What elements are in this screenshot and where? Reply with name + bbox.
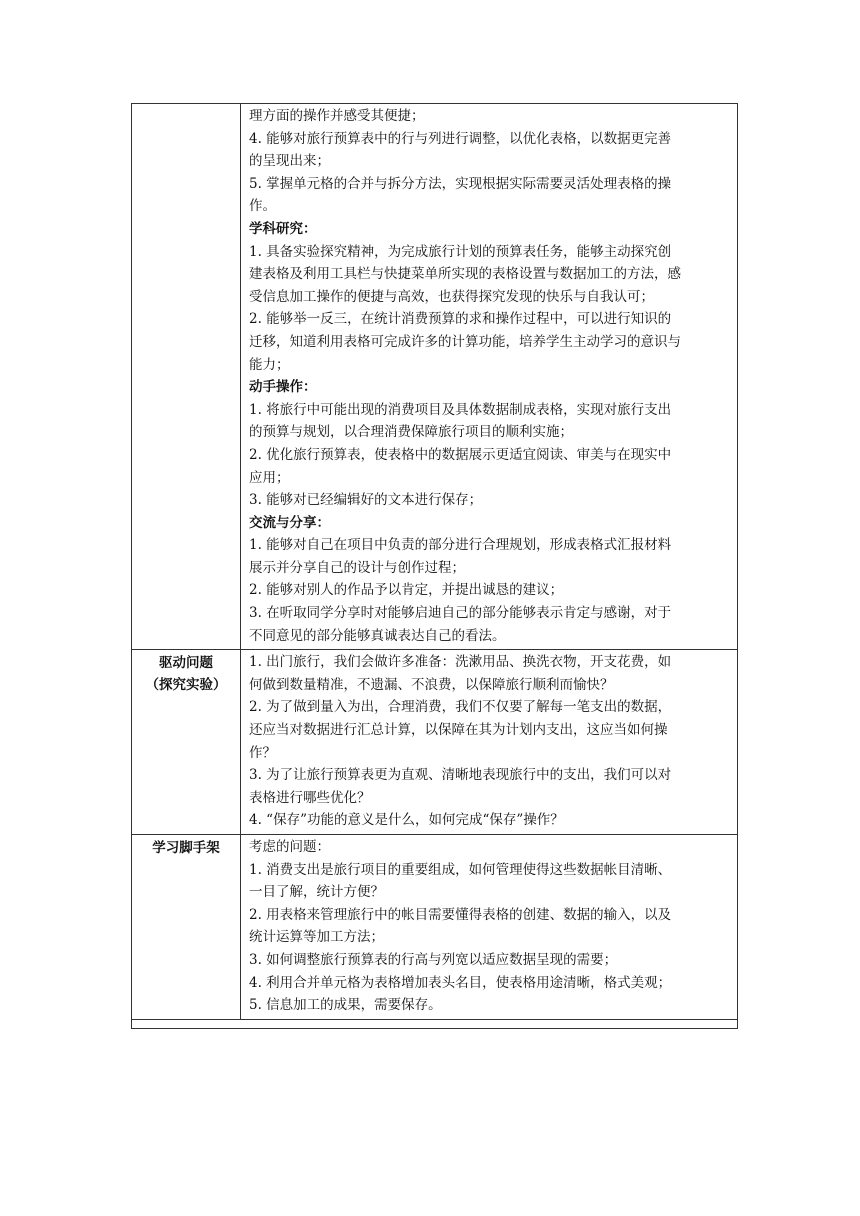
text-line: 5. 信息加工的成果，需要保存。 (249, 997, 442, 1014)
text-line: 的预算与规划，以合理消费保障旅行项目的顺利实施； (249, 424, 573, 441)
row-label: 学习脚手架 (152, 840, 220, 856)
text-line: 5. 掌握单元格的合并与拆分方法，实现根据实际需要灵活处理表格的操 (249, 175, 672, 192)
section-heading: 学科研究： (249, 220, 317, 237)
text-line: 3. 能够对已经编辑好的文本进行保存； (249, 492, 483, 509)
section-heading: 交流与分享： (249, 514, 330, 531)
text-line: 2. 能够对别人的作品予以肯定，并提出诚恳的建议； (249, 582, 564, 599)
scaffolding-content-cell (241, 835, 738, 1020)
scaffolding-row (132, 835, 738, 1020)
text-line: 3. 为了让旅行预算表更为直观、清晰地表现旅行中的支出，我们可以对 (249, 767, 672, 784)
text-line: 展示并分享自己的设计与创作过程； (249, 559, 465, 576)
text-line: 2. 能够举一反三，在统计消费预算的求和操作过程中，可以进行知识的 (249, 311, 672, 328)
text-line: 4. 能够对旅行预算表中的行与列进行调整，以优化表格，以数据更完善 (249, 130, 672, 147)
text-line: 应用； (249, 469, 290, 486)
text-line: 2. 为了做到量入为出，合理消费，我们不仅要了解每一笔支出的数据， (249, 699, 672, 716)
lesson-plan-table (131, 103, 738, 1029)
text-line: 理方面的操作并感受其便捷； (249, 108, 425, 124)
text-line: 考虑的问题： (249, 839, 330, 855)
blank-row (132, 1019, 738, 1028)
text-line: 4. “保存”功能的意义是什么，如何完成“保存”操作？ (249, 812, 564, 829)
text-line: 1. 消费支出是旅行项目的重要组成，如何管理使得这些数据帐目清晰、 (249, 861, 672, 878)
text-line: 建表格及利用工具栏与快捷菜单所实现的表格设置与数据加工的方法，感 (249, 266, 681, 283)
driving-questions-label-cell (132, 650, 241, 835)
text-line: 能力； (249, 356, 290, 373)
text-line: 1. 具备实验探究精神，为完成旅行计划的预算表任务，能够主动探究创 (249, 243, 672, 260)
text-line: 1. 出门旅行，我们会做许多准备：洗漱用品、换洗衣物，开支花费，如 (249, 654, 672, 671)
objectives-row (132, 104, 738, 650)
text-line: 3. 在听取同学分享时对能够启迪自己的部分能够表示肯定与感谢，对于 (249, 605, 672, 622)
text-line: 何做到数量精准，不遗漏、不浪费，以保障旅行顺利而愉快？ (249, 676, 614, 693)
text-line: 的呈现出来； (249, 153, 330, 170)
text-line: 作？ (249, 744, 276, 761)
text-line: 一目了解，统计方便？ (249, 884, 384, 901)
text-line: 1. 能够对自己在项目中负责的部分进行合理规划，形成表格式汇报材料 (249, 537, 672, 554)
row-label: 驱动问题 (159, 655, 213, 672)
text-line: 2. 用表格来管理旅行中的帐目需要懂得表格的创建、数据的输入，以及 (249, 906, 672, 923)
text-line: 还应当对数据进行汇总计算，以保障在其为计划内支出，这应当如何操 (249, 722, 668, 739)
blank-cell (132, 1019, 738, 1028)
driving-questions-content-cell (241, 650, 738, 835)
text-line: 2. 优化旅行预算表，使表格中的数据展示更适宜阅读、审美与在现实中 (249, 446, 672, 463)
section-heading: 动手操作： (249, 379, 317, 396)
text-line: 统计运算等加工方法； (249, 929, 384, 946)
text-line: 3. 如何调整旅行预算表的行高与列宽以适应数据呈现的需要； (249, 951, 618, 968)
driving-questions-row (132, 650, 738, 835)
scaffolding-label-cell (132, 835, 241, 1020)
text-line: 表格进行哪些优化？ (249, 789, 371, 806)
text-line: 受信息加工操作的便捷与高效，也获得探究发现的快乐与自我认可； (249, 288, 654, 305)
objectives-label-cell (132, 104, 241, 650)
text-line: 不同意见的部分能够真诚表达自己的看法。 (249, 627, 506, 644)
text-line: 迁移，知道利用表格可完成许多的计算功能，培养学生主动学习的意识与 (249, 333, 681, 350)
text-line: 作。 (249, 198, 276, 215)
objectives-content-cell (241, 104, 738, 650)
row-label: （探究实验） (145, 677, 227, 694)
text-line: 4. 利用合并单元格为表格增加表头名目，使表格用途清晰，格式美观； (249, 974, 672, 991)
text-line: 1. 将旅行中可能出现的消费项目及具体数据制成表格，实现对旅行支出 (249, 401, 672, 418)
